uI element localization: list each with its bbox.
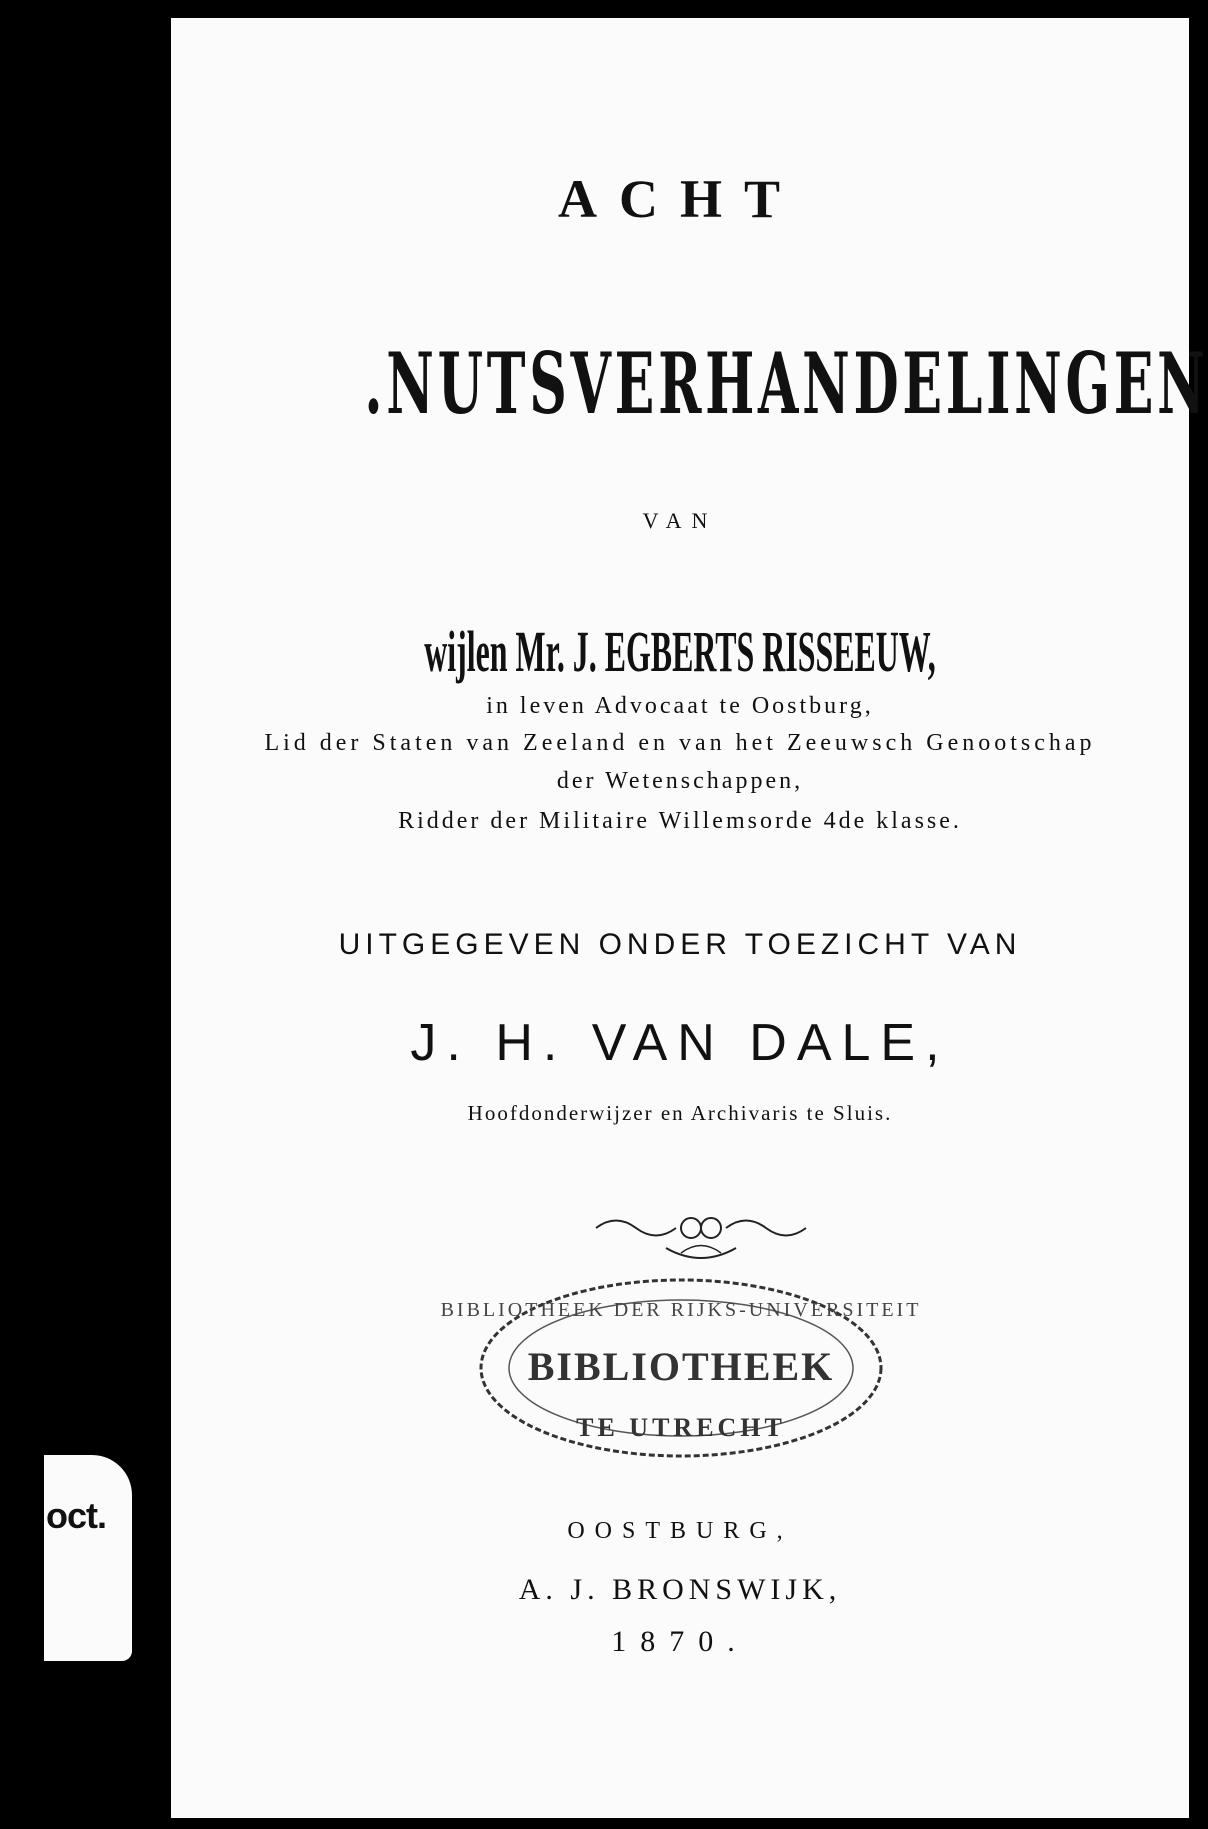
- author-description-2: Lid der Staten van Zeeland en van het Zeeuwsch Genootschap: [264, 730, 1096, 756]
- editor-role: Hoofdonderwijzer en Archivaris te Sluis.: [467, 1101, 893, 1125]
- library-stamp: [440, 1268, 922, 1468]
- imprint-place: OOSTBURG,: [567, 1518, 793, 1544]
- title-page: [171, 18, 1208, 1818]
- imprint-printer: A. J. BRONSWIJK,: [518, 1573, 842, 1606]
- author-description-4: Ridder der Militaire Willemsorde 4de klasse.: [398, 808, 962, 834]
- author-description-1: in leven Advocaat te Oostburg,: [486, 693, 874, 719]
- by-label: VAN: [642, 508, 718, 533]
- author-description-3: der Wetenschappen,: [556, 768, 804, 794]
- author-name: wijlen Mr. J. EGBERTS RISSEEUW,: [424, 619, 936, 684]
- stamp-center-text: BIBLIOTHEEK: [527, 1344, 835, 1389]
- publisher-note: UITGEGEVEN ONDER TOEZICHT VAN: [338, 928, 1022, 961]
- stamp-bottom-text: TE UTRECHT: [576, 1413, 786, 1442]
- stamp-top-text: BIBLIOTHEEK DER RIJKS-UNIVERSITEIT: [440, 1299, 922, 1321]
- shelf-label-text: oct.: [46, 1495, 107, 1536]
- title-line-2: .NUTSVERHANDELINGEN: [364, 334, 1208, 433]
- editor-name: J. H. VAN DALE,: [410, 1014, 950, 1072]
- imprint-year: 1870.: [611, 1625, 749, 1658]
- ornament-icon: [591, 1208, 811, 1268]
- title-line-1: ACHT: [557, 169, 802, 229]
- shelf-label: [44, 1455, 132, 1661]
